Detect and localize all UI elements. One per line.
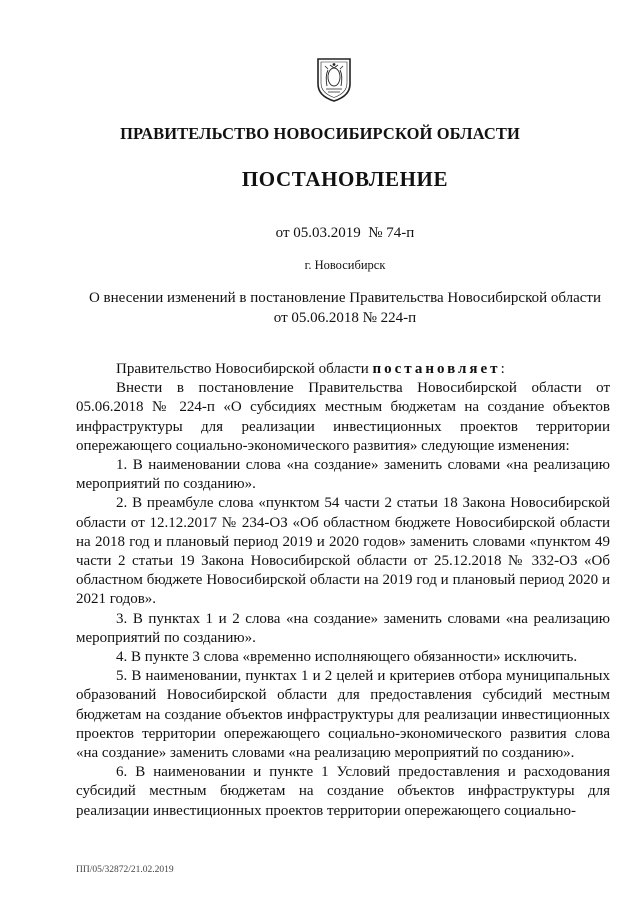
list-item: 5. В наименовании, пунктах 1 и 2 целей и критериев отбора муниципальных образований Новосибирской области для предоставления субсидий местным бюджетам на создание объектов инфраструктуры для реализации инвестиционных проектов территории опережающего социально-экономического развития слова «на создание» заменить словами «на реализацию мероприятий по созданию». [76,668,610,762]
list-item: 3. В пунктах 1 и 2 слова «на создание» заменить словами «на реализацию мероприятий по созданию». [76,610,610,646]
preamble-text: Правительство Новосибирской области [116,361,373,377]
subject-line-1: О внесении изменений в постановление Правительства Новосибирской области [88,290,602,306]
intro-paragraph: Внести в постановление Правительства Новосибирской области от 05.06.2018 № 224-п «О субсидиях местным бюджетам на создание объектов инфраструктуры для реализации инвестиционных проектов территории опережающего социально-экономического развития» следующие изменения: [76,380,610,454]
list-item: 4. В пункте 3 слова «временно исполняющего обязанности» исключить. [116,649,578,666]
document-code: ПП/05/32872/21.02.2019 [76,865,174,875]
resolves-colon: : [500,361,505,377]
date-and-number: от 05.03.2019 № 74-п [275,225,415,241]
resolves-word: постановляет [372,361,501,377]
city: г. Новосибирск [304,258,386,272]
subject-line-2: от 05.06.2018 № 224-п [273,310,417,326]
preamble [76,360,610,379]
document-subject [0,288,640,328]
organization-name: ПРАВИТЕЛЬСТВО НОВОСИБИРСКОЙ ОБЛАСТИ [120,124,520,143]
list-item: 6. В наименовании и пункте 1 Условий предоставления и расходования субсидий местным бюджетам на создание объектов инфраструктуры для реализации инвестиционных проектов территории опережающего социально- [76,764,610,819]
list-item: 1. В наименовании слова «на создание» заменить словами «на реализацию мероприятий по созданию». [76,457,610,493]
document-type-title: ПОСТАНОВЛЕНИЕ [241,167,449,191]
list-item: 2. В преамбуле слова «пунктом 54 части 2 статьи 18 Закона Новосибирской области от 12.12.2017 № 234-ОЗ «Об областном бюджете Новосибирской области на 2018 год и плановый период 2019 и 2020 годов» заменить словами «пунктом 49 части 2 статьи 19 Закона Новосибирской области от 25.12.2018 № 332-ОЗ «Об областном бюджете Новосибирской области на 2019 год и плановый период 2020 и 2021 годов». [76,495,610,608]
coat-of-arms-emblem [316,56,352,102]
document-body [76,360,610,821]
